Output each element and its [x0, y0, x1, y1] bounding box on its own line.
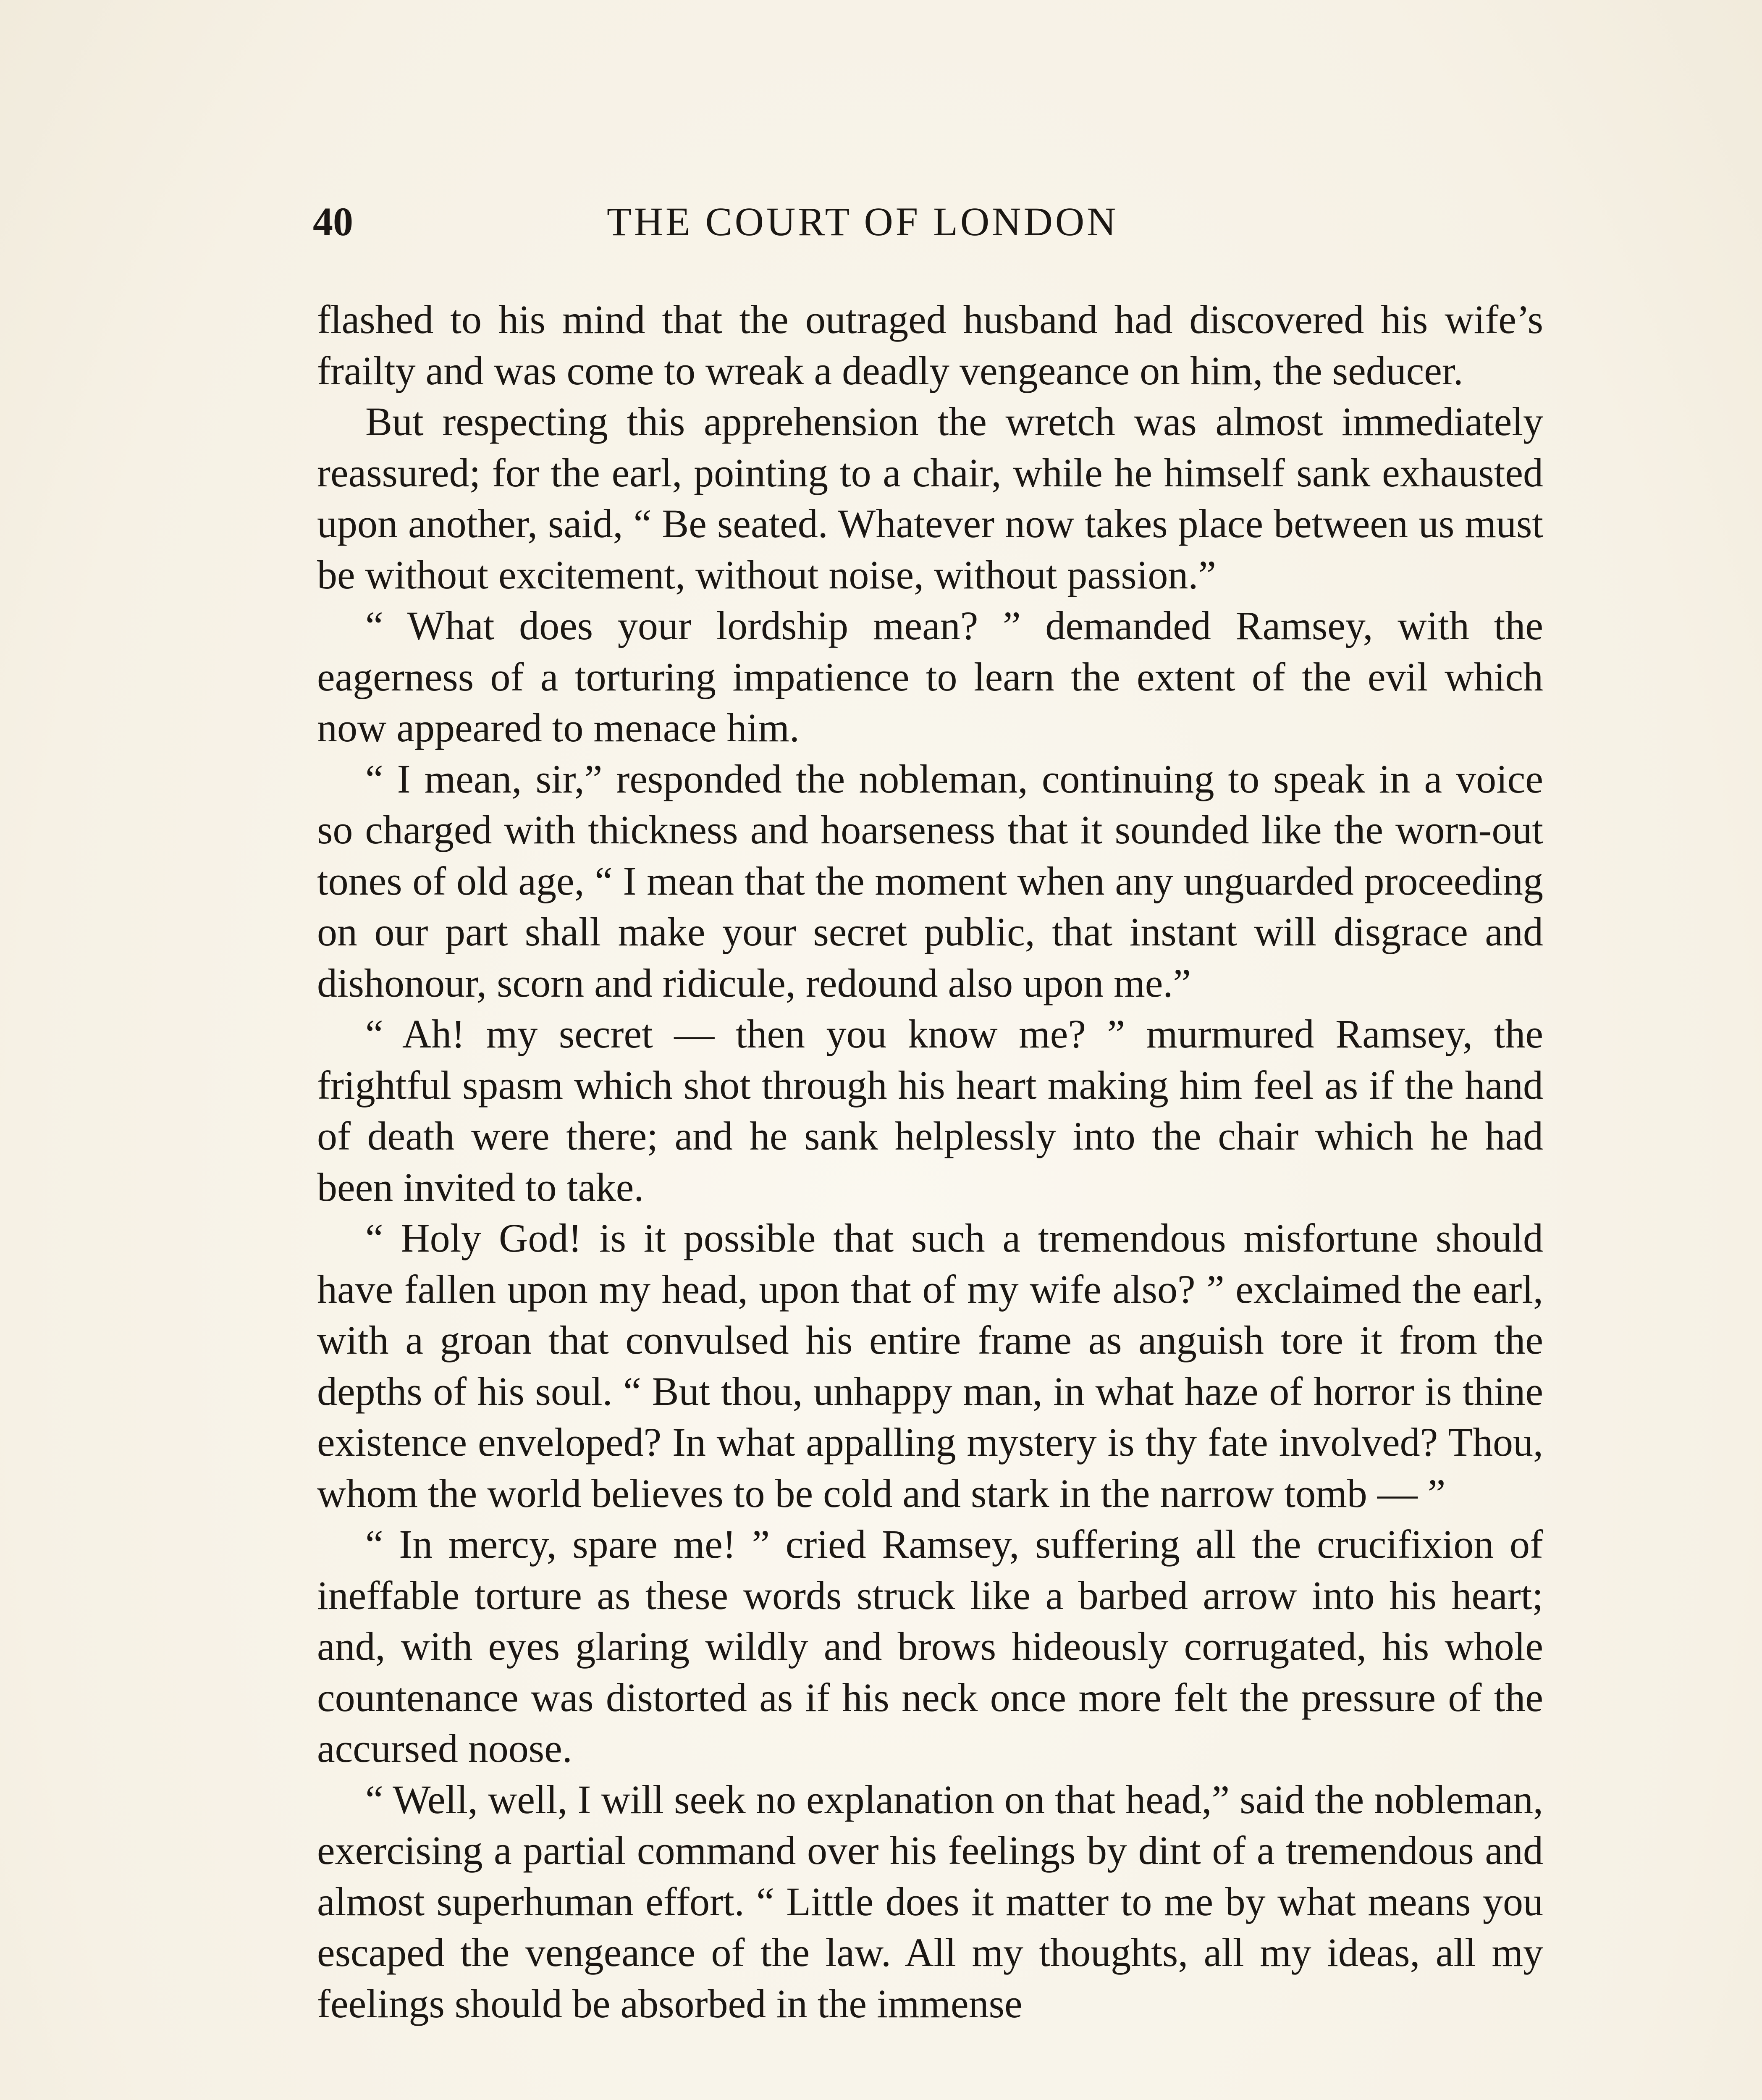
paragraph: “ I mean, sir,” responded the nobleman, continuing to speak in a voice so charged with thickness and hoarseness that it sounded like the worn-out tones of old age, “ I mean that the moment when any unguarded proceeding on our part shall make your secret public, that instant will disgrace and dishonour, scorn and ridicule, redound also upon me.”: [317, 756, 1543, 1005]
page-number: 40: [313, 199, 353, 244]
paragraph: But respecting this apprehension the wretch was almost immediately reassured; for the earl, pointing to a chair, while he himself sank exhausted upon another, said, “ Be seated. Whatever now takes place between us must be without excitement, without noise, without passion.”: [317, 399, 1543, 597]
paragraph: “ Holy God! is it possible that such a tremendous misfortune should have fallen upon my head, upon that of my wife also? ” exclaimed the earl, with a groan that convulsed his entire frame as anguish tore it from the depths of his soul. “ But thou, unhappy man, in what haze of horror is thine existence enveloped? In what appalling mystery is thy fate involved? Thou, whom the world believes to be cold and stark in the narrow tomb — ”: [317, 1215, 1543, 1516]
page-header: [313, 199, 1547, 260]
running-head: THE COURT OF LONDON: [607, 199, 1119, 244]
body-text: [317, 294, 1543, 2029]
paragraph: “ What does your lordship mean? ” demanded Ramsey, with the eagerness of a torturing impatience to learn the extent of the evil which now appeared to menace him.: [317, 603, 1543, 750]
paragraph: “ Ah! my secret — then you know me? ” murmured Ramsey, the frightful spasm which shot through his heart making him feel as if the hand of death were there; and he sank helplessly into the chair which he had been invited to take.: [317, 1011, 1543, 1210]
paragraph: “ Well, well, I will seek no explanation on that head,” said the nobleman, exercising a partial command over his feelings by dint of a tremendous and almost superhuman effort. “ Little does it matter to me by what means you escaped the vengeance of the law. All my thoughts, all my ideas, all my feelings should be absorbed in the immense: [317, 1777, 1543, 2026]
paragraph: flashed to his mind that the outraged husband had discovered his wife’s frailty and was come to wreak a deadly vengeance on him, the seducer.: [317, 297, 1543, 393]
paragraph: “ In mercy, spare me! ” cried Ramsey, suffering all the crucifixion of ineffable torture as these words struck like a barbed arrow into his heart; and, with eyes glaring wildly and brows hideously corrugated, his whole countenance was distorted as if his neck once more felt the pressure of the accursed noose.: [317, 1522, 1543, 1771]
